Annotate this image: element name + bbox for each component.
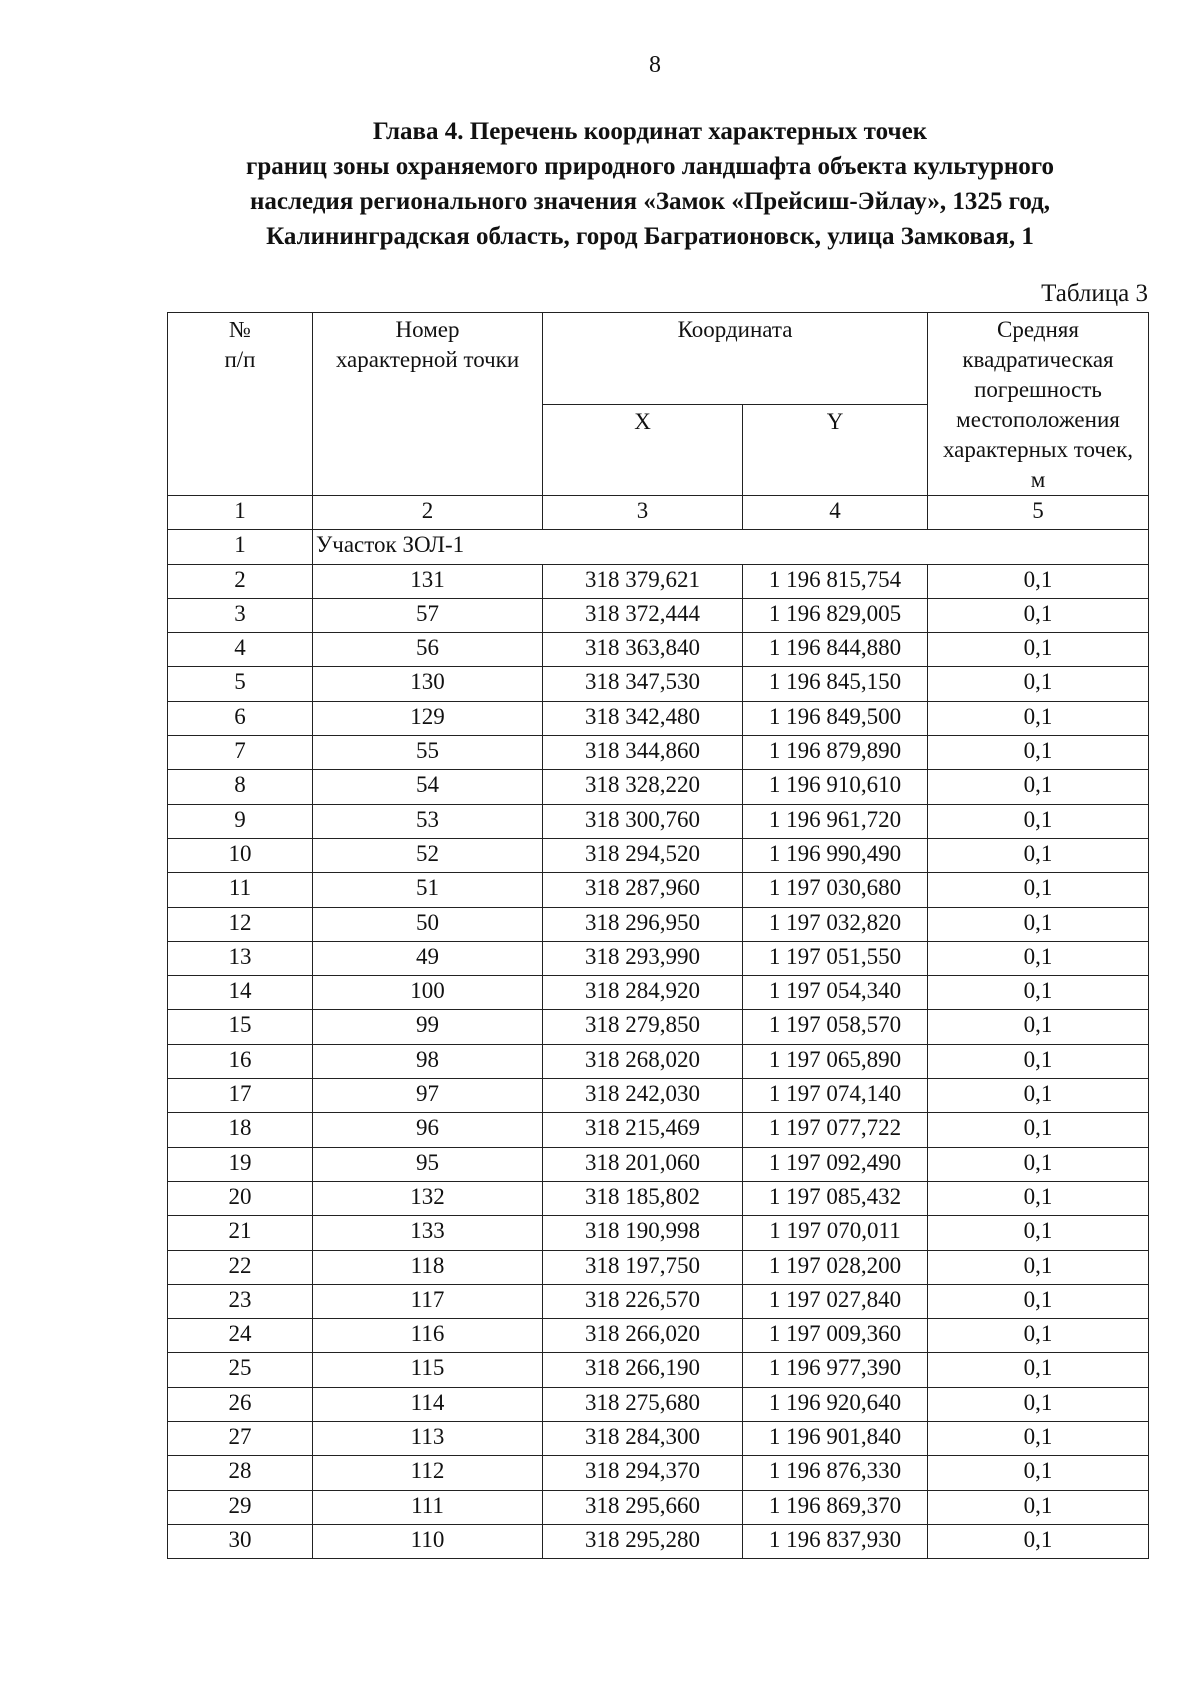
point-number-cell: 95: [313, 1147, 543, 1181]
table-row: [168, 838, 1149, 872]
row-number-cell: 11: [168, 873, 313, 907]
y-coordinate-cell: 1 196 849,500: [743, 701, 928, 735]
table-row: [168, 1079, 1149, 1113]
y-coordinate-cell: 1 196 901,840: [743, 1422, 928, 1456]
x-coordinate-cell: 318 294,520: [543, 838, 743, 872]
error-cell: 0,1: [928, 804, 1149, 838]
table-row: [168, 1387, 1149, 1421]
point-number-cell: 56: [313, 633, 543, 667]
x-coordinate-cell: 318 266,190: [543, 1353, 743, 1387]
table-row: [168, 1490, 1149, 1524]
x-coordinate-cell: 318 287,960: [543, 873, 743, 907]
row-number-cell: 13: [168, 941, 313, 975]
header-x: X: [543, 404, 743, 496]
point-number-cell: 114: [313, 1387, 543, 1421]
y-coordinate-cell: 1 196 876,330: [743, 1456, 928, 1490]
y-coordinate-cell: 1 197 085,432: [743, 1181, 928, 1215]
row-number-cell: 5: [168, 667, 313, 701]
table-row: [168, 633, 1149, 667]
table-row: [168, 907, 1149, 941]
row-number-cell: 28: [168, 1456, 313, 1490]
table-row: [168, 941, 1149, 975]
x-coordinate-cell: 318 295,280: [543, 1524, 743, 1558]
error-cell: 0,1: [928, 1524, 1149, 1558]
error-cell: 0,1: [928, 1010, 1149, 1044]
point-number-cell: 49: [313, 941, 543, 975]
header-error-line3: погрешность: [974, 377, 1102, 402]
error-cell: 0,1: [928, 1422, 1149, 1456]
row-number-cell: 12: [168, 907, 313, 941]
table-row: [168, 1044, 1149, 1078]
header-error-line1: Средняя: [997, 317, 1079, 342]
row-number-cell: 24: [168, 1319, 313, 1353]
column-number: 5: [928, 496, 1149, 530]
error-cell: 0,1: [928, 1079, 1149, 1113]
table-row: [168, 1524, 1149, 1558]
x-coordinate-cell: 318 363,840: [543, 633, 743, 667]
y-coordinate-cell: 1 196 815,754: [743, 564, 928, 598]
row-number-cell: 23: [168, 1284, 313, 1318]
error-cell: 0,1: [928, 1319, 1149, 1353]
point-number-cell: 132: [313, 1181, 543, 1215]
x-coordinate-cell: 318 266,020: [543, 1319, 743, 1353]
row-number-cell: 20: [168, 1181, 313, 1215]
y-coordinate-cell: 1 196 845,150: [743, 667, 928, 701]
table-row: [168, 770, 1149, 804]
column-number: 3: [543, 496, 743, 530]
error-cell: 0,1: [928, 1216, 1149, 1250]
header-y: Y: [743, 404, 928, 496]
header-error-line2: квадратическая: [962, 347, 1114, 372]
y-coordinate-cell: 1 196 829,005: [743, 598, 928, 632]
header-error-line5: характерных точек,: [942, 437, 1134, 462]
table-row: [168, 1422, 1149, 1456]
y-coordinate-cell: 1 196 837,930: [743, 1524, 928, 1558]
y-coordinate-cell: 1 196 879,890: [743, 736, 928, 770]
error-cell: 0,1: [928, 1387, 1149, 1421]
y-coordinate-cell: 1 197 077,722: [743, 1113, 928, 1147]
table-row: [168, 701, 1149, 735]
y-coordinate-cell: 1 196 920,640: [743, 1387, 928, 1421]
x-coordinate-cell: 318 344,860: [543, 736, 743, 770]
error-cell: 0,1: [928, 667, 1149, 701]
table-row: [168, 1250, 1149, 1284]
header-point-line2: характерной точки: [335, 347, 520, 372]
section-number: 1: [168, 530, 313, 564]
table-row: [168, 1010, 1149, 1044]
table-row: [168, 1216, 1149, 1250]
error-cell: 0,1: [928, 1353, 1149, 1387]
header-error: [928, 313, 1149, 496]
y-coordinate-cell: 1 196 910,610: [743, 770, 928, 804]
point-number-cell: 111: [313, 1490, 543, 1524]
error-cell: 0,1: [928, 1044, 1149, 1078]
point-number-cell: 112: [313, 1456, 543, 1490]
y-coordinate-cell: 1 197 054,340: [743, 976, 928, 1010]
y-coordinate-cell: 1 197 030,680: [743, 873, 928, 907]
point-number-cell: 53: [313, 804, 543, 838]
x-coordinate-cell: 318 226,570: [543, 1284, 743, 1318]
table-row: [168, 667, 1149, 701]
x-coordinate-cell: 318 279,850: [543, 1010, 743, 1044]
error-cell: 0,1: [928, 1456, 1149, 1490]
title-line-2: границ зоны охраняемого природного ландшафта объекта культурного: [245, 153, 1055, 180]
column-number: 4: [743, 496, 928, 530]
table-row: [168, 1353, 1149, 1387]
error-cell: 0,1: [928, 907, 1149, 941]
error-cell: 0,1: [928, 701, 1149, 735]
error-cell: 0,1: [928, 1284, 1149, 1318]
y-coordinate-cell: 1 197 070,011: [743, 1216, 928, 1250]
title-line-4: Калининградская область, город Багратионовск, улица Замковая, 1: [266, 223, 1034, 250]
row-number-cell: 10: [168, 838, 313, 872]
x-coordinate-cell: 318 190,998: [543, 1216, 743, 1250]
table-row: [168, 873, 1149, 907]
coordinates-table: [167, 312, 1149, 1559]
row-number-cell: 18: [168, 1113, 313, 1147]
row-number-cell: 6: [168, 701, 313, 735]
point-number-cell: 117: [313, 1284, 543, 1318]
table-row: [168, 1284, 1149, 1318]
table-row: [168, 1456, 1149, 1490]
x-coordinate-cell: 318 372,444: [543, 598, 743, 632]
point-number-cell: 97: [313, 1079, 543, 1113]
y-coordinate-cell: 1 196 977,390: [743, 1353, 928, 1387]
x-coordinate-cell: 318 296,950: [543, 907, 743, 941]
x-coordinate-cell: 318 268,020: [543, 1044, 743, 1078]
error-cell: 0,1: [928, 873, 1149, 907]
x-coordinate-cell: 318 328,220: [543, 770, 743, 804]
error-cell: 0,1: [928, 770, 1149, 804]
table-row: [168, 564, 1149, 598]
point-number-cell: 52: [313, 838, 543, 872]
chapter-title: [150, 114, 1150, 254]
point-number-cell: 55: [313, 736, 543, 770]
point-number-cell: 110: [313, 1524, 543, 1558]
x-coordinate-cell: 318 197,750: [543, 1250, 743, 1284]
point-number-cell: 50: [313, 907, 543, 941]
row-number-cell: 29: [168, 1490, 313, 1524]
x-coordinate-cell: 318 347,530: [543, 667, 743, 701]
row-number-cell: 17: [168, 1079, 313, 1113]
error-cell: 0,1: [928, 1147, 1149, 1181]
point-number-cell: 118: [313, 1250, 543, 1284]
y-coordinate-cell: 1 197 092,490: [743, 1147, 928, 1181]
x-coordinate-cell: 318 379,621: [543, 564, 743, 598]
y-coordinate-cell: 1 196 961,720: [743, 804, 928, 838]
row-number-cell: 30: [168, 1524, 313, 1558]
header-number: [168, 313, 313, 496]
y-coordinate-cell: 1 197 027,840: [743, 1284, 928, 1318]
row-number-cell: 8: [168, 770, 313, 804]
y-coordinate-cell: 1 197 051,550: [743, 941, 928, 975]
y-coordinate-cell: 1 196 844,880: [743, 633, 928, 667]
error-cell: 0,1: [928, 598, 1149, 632]
error-cell: 0,1: [928, 1113, 1149, 1147]
y-coordinate-cell: 1 197 058,570: [743, 1010, 928, 1044]
table-row: [168, 1113, 1149, 1147]
row-number-cell: 14: [168, 976, 313, 1010]
row-number-cell: 2: [168, 564, 313, 598]
y-coordinate-cell: 1 197 065,890: [743, 1044, 928, 1078]
y-coordinate-cell: 1 197 028,200: [743, 1250, 928, 1284]
x-coordinate-cell: 318 215,469: [543, 1113, 743, 1147]
table-row: [168, 1181, 1149, 1215]
column-number: 1: [168, 496, 313, 530]
x-coordinate-cell: 318 284,920: [543, 976, 743, 1010]
row-number-cell: 19: [168, 1147, 313, 1181]
x-coordinate-cell: 318 242,030: [543, 1079, 743, 1113]
column-number: 2: [313, 496, 543, 530]
error-cell: 0,1: [928, 736, 1149, 770]
header-coordinate: Координата: [543, 313, 928, 405]
table-row: [168, 598, 1149, 632]
error-cell: 0,1: [928, 633, 1149, 667]
y-coordinate-cell: 1 196 990,490: [743, 838, 928, 872]
header-error-line6: м: [1030, 467, 1046, 492]
error-cell: 0,1: [928, 564, 1149, 598]
table-body: [168, 530, 1149, 1559]
point-number-cell: 115: [313, 1353, 543, 1387]
point-number-cell: 131: [313, 564, 543, 598]
x-coordinate-cell: 318 275,680: [543, 1387, 743, 1421]
point-number-cell: 100: [313, 976, 543, 1010]
row-number-cell: 4: [168, 633, 313, 667]
point-number-cell: 116: [313, 1319, 543, 1353]
row-number-cell: 26: [168, 1387, 313, 1421]
header-point: [313, 313, 543, 496]
error-cell: 0,1: [928, 1490, 1149, 1524]
x-coordinate-cell: 318 342,480: [543, 701, 743, 735]
table-row: [168, 736, 1149, 770]
error-cell: 0,1: [928, 941, 1149, 975]
row-number-cell: 7: [168, 736, 313, 770]
point-number-cell: 54: [313, 770, 543, 804]
point-number-cell: 99: [313, 1010, 543, 1044]
section-row: [168, 530, 1149, 564]
error-cell: 0,1: [928, 976, 1149, 1010]
y-coordinate-cell: 1 196 869,370: [743, 1490, 928, 1524]
point-number-cell: 98: [313, 1044, 543, 1078]
x-coordinate-cell: 318 185,802: [543, 1181, 743, 1215]
section-label: Участок ЗОЛ-1: [313, 530, 1149, 564]
row-number-cell: 27: [168, 1422, 313, 1456]
y-coordinate-cell: 1 197 009,360: [743, 1319, 928, 1353]
row-number-cell: 21: [168, 1216, 313, 1250]
y-coordinate-cell: 1 197 074,140: [743, 1079, 928, 1113]
title-line-3: наследия регионального значения «Замок «Прейсиш-Эйлау», 1325 год,: [249, 188, 1051, 215]
point-number-cell: 130: [313, 667, 543, 701]
error-cell: 0,1: [928, 1181, 1149, 1215]
y-coordinate-cell: 1 197 032,820: [743, 907, 928, 941]
point-number-cell: 96: [313, 1113, 543, 1147]
error-cell: 0,1: [928, 1250, 1149, 1284]
point-number-cell: 51: [313, 873, 543, 907]
x-coordinate-cell: 318 201,060: [543, 1147, 743, 1181]
title-line-1: Глава 4. Перечень координат характерных точек: [372, 118, 928, 145]
table-row: [168, 976, 1149, 1010]
point-number-cell: 129: [313, 701, 543, 735]
point-number-cell: 113: [313, 1422, 543, 1456]
header-number-line1: №: [229, 317, 251, 342]
header-error-line4: местоположения: [956, 407, 1120, 432]
error-cell: 0,1: [928, 838, 1149, 872]
point-number-cell: 133: [313, 1216, 543, 1250]
row-number-cell: 25: [168, 1353, 313, 1387]
header-point-line1: Номер: [395, 317, 460, 342]
table-row: [168, 1319, 1149, 1353]
page-number: 8: [649, 52, 661, 78]
header-number-line2: п/п: [224, 347, 256, 372]
row-number-cell: 16: [168, 1044, 313, 1078]
point-number-cell: 57: [313, 598, 543, 632]
table-row: [168, 804, 1149, 838]
x-coordinate-cell: 318 294,370: [543, 1456, 743, 1490]
row-number-cell: 3: [168, 598, 313, 632]
x-coordinate-cell: 318 284,300: [543, 1422, 743, 1456]
table-label: Таблица 3: [1041, 280, 1148, 307]
x-coordinate-cell: 318 295,660: [543, 1490, 743, 1524]
row-number-cell: 15: [168, 1010, 313, 1044]
x-coordinate-cell: 318 293,990: [543, 941, 743, 975]
row-number-cell: 22: [168, 1250, 313, 1284]
table-row: [168, 1147, 1149, 1181]
row-number-cell: 9: [168, 804, 313, 838]
x-coordinate-cell: 318 300,760: [543, 804, 743, 838]
